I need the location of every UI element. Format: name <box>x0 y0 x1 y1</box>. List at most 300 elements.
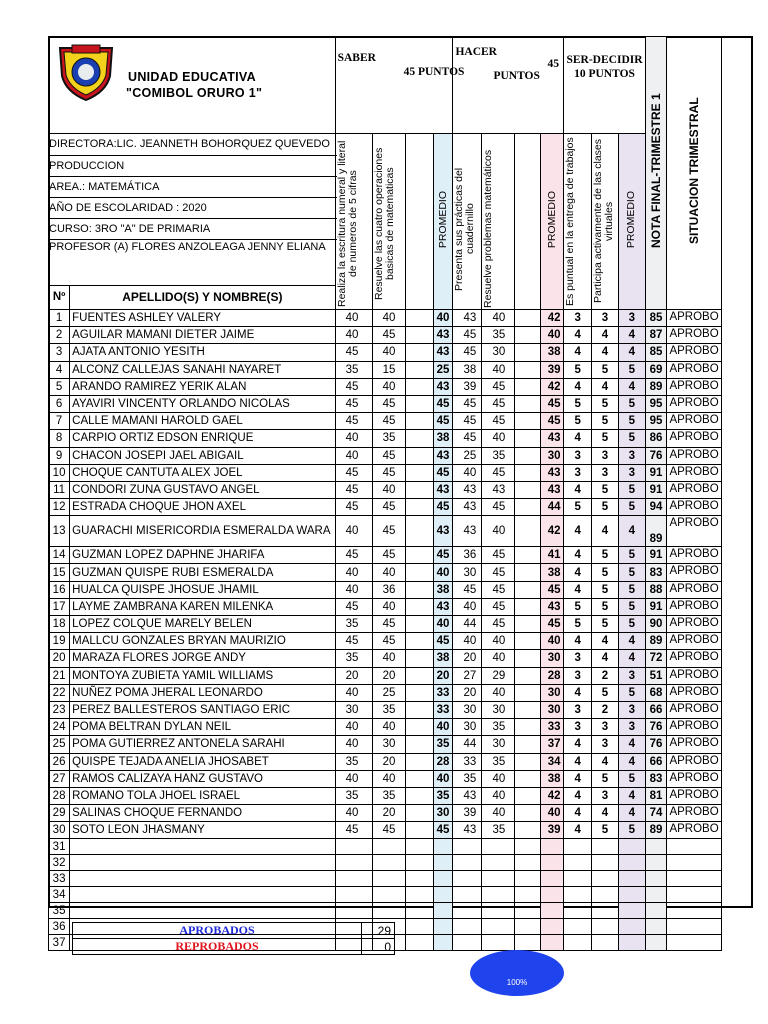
ser-score-1: 4 <box>564 633 591 650</box>
hacer-score-1: 30 <box>453 564 482 581</box>
hacer-average: 42 <box>540 516 564 547</box>
empty-cell <box>619 935 645 951</box>
empty-cell <box>453 887 482 903</box>
ser-average: 4 <box>619 787 645 804</box>
hacer-score-2: 40 <box>482 684 515 701</box>
situation: APROBO <box>667 361 721 378</box>
saber-score-2: 35 <box>372 430 406 447</box>
ser-score-2: 4 <box>591 805 618 822</box>
empty-cell <box>372 903 406 919</box>
ser-score-2: 5 <box>591 598 618 615</box>
ser-criterion-2-label: Participa activamente de las clases virtuales <box>591 139 615 304</box>
hacer-score-1: 36 <box>453 547 482 564</box>
hacer-score-2: 45 <box>482 581 515 598</box>
saber-empty <box>406 667 433 684</box>
school-name-line-2: "COMIBOL ORURO 1" <box>126 86 263 100</box>
empty-cell <box>591 903 618 919</box>
student-number: 19 <box>49 633 70 650</box>
hacer-score-1: 40 <box>453 633 482 650</box>
ser-score-1: 4 <box>564 327 591 344</box>
empty-cell <box>591 855 618 871</box>
saber-empty <box>406 805 433 822</box>
empty-cell <box>591 935 618 951</box>
saber-average: 45 <box>433 395 453 412</box>
hacer-average-label: PROMEDIO <box>545 190 558 249</box>
ser-score-2: 3 <box>591 719 618 736</box>
saber-score-2: 40 <box>372 564 406 581</box>
empty-cell <box>515 839 541 855</box>
student-number: 3 <box>49 344 70 361</box>
empty-cell <box>335 855 372 871</box>
empty-cell <box>645 919 667 935</box>
ser-score-1: 5 <box>564 395 591 412</box>
hacer-empty <box>515 684 541 701</box>
table-row <box>49 499 768 516</box>
ser-average: 4 <box>619 736 645 753</box>
ser-score-1: 4 <box>564 481 591 498</box>
saber-score-1: 40 <box>335 564 372 581</box>
saber-empty <box>406 787 433 804</box>
ser-score-2: 5 <box>591 822 618 839</box>
course-line: CURSO: 3RO "A" DE PRIMARIA <box>49 219 337 240</box>
empty-cell <box>540 839 564 855</box>
saber-average: 40 <box>433 564 453 581</box>
saber-empty <box>406 770 433 787</box>
hacer-empty <box>515 787 541 804</box>
empty-cell <box>433 887 453 903</box>
empty-cell <box>564 871 591 887</box>
failed-count: 0 <box>362 939 395 955</box>
ser-average: 4 <box>619 805 645 822</box>
table-row <box>49 395 768 412</box>
saber-score-2: 36 <box>372 581 406 598</box>
ser-score-1: 3 <box>564 667 591 684</box>
table-row <box>49 839 768 855</box>
situation: APROBO <box>667 581 721 598</box>
final-grade-header <box>645 37 667 310</box>
ser-average: 4 <box>619 344 645 361</box>
empty-cell <box>70 871 335 887</box>
student-number: 35 <box>49 903 70 919</box>
hacer-score-2: 40 <box>482 770 515 787</box>
empty-cell <box>406 855 433 871</box>
saber-average: 45 <box>433 413 453 430</box>
approved-count: 29 <box>362 923 395 939</box>
final-grade: 89 <box>645 633 667 650</box>
saber-average: 43 <box>433 481 453 498</box>
hacer-empty <box>515 581 541 598</box>
saber-average: 45 <box>433 633 453 650</box>
ser-score-2: 4 <box>591 516 618 547</box>
empty-cell <box>591 871 618 887</box>
saber-score-1: 20 <box>335 667 372 684</box>
ser-average: 4 <box>619 650 645 667</box>
saber-score-2: 40 <box>372 344 406 361</box>
student-number: 16 <box>49 581 70 598</box>
saber-empty <box>406 598 433 615</box>
student-number: 8 <box>49 430 70 447</box>
student-name: ROMANO TOLA JHOEL ISRAEL <box>70 787 335 804</box>
saber-empty <box>406 701 433 718</box>
table-row <box>49 719 768 736</box>
hacer-score-2: 45 <box>482 395 515 412</box>
saber-average: 35 <box>433 736 453 753</box>
saber-score-2: 35 <box>372 787 406 804</box>
names-column-header: APELLIDO(S) Y NOMBRE(S) <box>70 285 335 309</box>
empty-cell <box>515 887 541 903</box>
saber-empty <box>406 310 433 327</box>
final-grade: 72 <box>645 650 667 667</box>
empty-cell <box>406 919 433 935</box>
hacer-empty <box>515 361 541 378</box>
ser-average: 5 <box>619 499 645 516</box>
area-group-line: PRODUCCION <box>49 156 337 177</box>
hacer-score-1: 43 <box>453 787 482 804</box>
empty-cell <box>482 919 515 935</box>
saber-empty <box>406 413 433 430</box>
saber-average: 40 <box>433 770 453 787</box>
ser-average: 3 <box>619 447 645 464</box>
hacer-empty <box>515 650 541 667</box>
empty-cell <box>406 871 433 887</box>
saber-empty <box>406 430 433 447</box>
hacer-points: PUNTOS <box>493 70 540 82</box>
hacer-average: 42 <box>540 310 564 327</box>
situation: APROBO <box>667 805 721 822</box>
empty-cell <box>453 871 482 887</box>
hacer-average: 39 <box>540 361 564 378</box>
saber-average: 43 <box>433 516 453 547</box>
hacer-average: 30 <box>540 701 564 718</box>
table-row <box>49 805 768 822</box>
saber-average: 45 <box>433 499 453 516</box>
saber-score-1: 40 <box>335 581 372 598</box>
situation: APROBO <box>667 413 721 430</box>
student-name: SALINAS CHOQUE FERNANDO <box>70 805 335 822</box>
situation-title: SITUACION TRIMESTRAL <box>686 97 701 245</box>
hacer-score-2: 35 <box>482 719 515 736</box>
approval-percentage-label: 100% <box>506 977 528 987</box>
final-grade: 51 <box>645 667 667 684</box>
ser-score-1: 5 <box>564 598 591 615</box>
table-row <box>49 327 768 344</box>
student-number: 7 <box>49 413 70 430</box>
ser-average: 5 <box>619 481 645 498</box>
hacer-empty <box>515 378 541 395</box>
saber-empty <box>406 753 433 770</box>
situation: APROBO <box>667 499 721 516</box>
student-number: 30 <box>49 822 70 839</box>
ser-average: 5 <box>619 616 645 633</box>
table-row <box>49 447 768 464</box>
saber-average: 38 <box>433 430 453 447</box>
hacer-average: 44 <box>540 499 564 516</box>
info-block <box>49 134 336 286</box>
table-row <box>49 378 768 395</box>
saber-score-1: 35 <box>335 361 372 378</box>
student-name: NUÑEZ POMA JHERAL LEONARDO <box>70 684 335 701</box>
ser-score-1: 4 <box>564 770 591 787</box>
ser-average: 5 <box>619 770 645 787</box>
hacer-score-2: 45 <box>482 499 515 516</box>
hacer-empty <box>515 719 541 736</box>
saber-average: 43 <box>433 378 453 395</box>
school-logo <box>54 42 118 102</box>
student-number: 26 <box>49 753 70 770</box>
saber-empty <box>406 616 433 633</box>
hacer-score-2: 45 <box>482 598 515 615</box>
empty-cell <box>564 919 591 935</box>
empty-cell <box>335 871 372 887</box>
empty-cell <box>540 919 564 935</box>
saber-empty <box>406 481 433 498</box>
saber-score-1: 45 <box>335 378 372 395</box>
empty-cell <box>372 855 406 871</box>
table-row <box>49 430 768 447</box>
situation: APROBO <box>667 547 721 564</box>
saber-score-1: 35 <box>335 650 372 667</box>
table-row <box>49 903 768 919</box>
hacer-score-2: 45 <box>482 616 515 633</box>
table-row <box>49 413 768 430</box>
saber-score-2: 45 <box>372 633 406 650</box>
final-grade: 95 <box>645 395 667 412</box>
student-number: 24 <box>49 719 70 736</box>
table-row <box>49 598 768 615</box>
hacer-empty-col <box>515 134 541 310</box>
student-number: 11 <box>49 481 70 498</box>
ser-score-2: 5 <box>591 413 618 430</box>
ser-score-2: 2 <box>591 667 618 684</box>
hacer-average: 28 <box>540 667 564 684</box>
hacer-score-1: 27 <box>453 667 482 684</box>
ser-average: 3 <box>619 667 645 684</box>
empty-cell <box>482 855 515 871</box>
ser-score-1: 4 <box>564 547 591 564</box>
hacer-average: 38 <box>540 564 564 581</box>
hacer-criterion-2 <box>482 134 515 310</box>
hacer-score-2: 30 <box>482 344 515 361</box>
table-row <box>49 516 768 547</box>
situation: APROBO <box>667 633 721 650</box>
student-name: AJATA ANTONIO YESITH <box>70 344 335 361</box>
final-grade: 66 <box>645 753 667 770</box>
saber-criterion-2 <box>372 134 406 310</box>
situation: APROBO <box>667 464 721 481</box>
empty-cell <box>645 839 667 855</box>
saber-score-2: 35 <box>372 701 406 718</box>
saber-average: 45 <box>433 547 453 564</box>
empty-cell <box>667 839 721 855</box>
hacer-average: 43 <box>540 598 564 615</box>
saber-score-1: 45 <box>335 395 372 412</box>
saber-average: 20 <box>433 667 453 684</box>
saber-empty <box>406 378 433 395</box>
hacer-score-2: 35 <box>482 447 515 464</box>
situation: APROBO <box>667 516 721 547</box>
saber-empty <box>406 447 433 464</box>
teacher-line: PROFESOR (A) FLORES ANZOLEAGA JENNY ELIANA <box>49 241 326 253</box>
empty-cell <box>591 887 618 903</box>
hacer-empty <box>515 481 541 498</box>
empty-cell <box>433 871 453 887</box>
empty-cell <box>619 903 645 919</box>
empty-cell <box>515 871 541 887</box>
empty-cell <box>453 839 482 855</box>
hacer-average: 38 <box>540 344 564 361</box>
ser-score-1: 3 <box>564 447 591 464</box>
hacer-score-1: 45 <box>453 344 482 361</box>
saber-score-1: 45 <box>335 499 372 516</box>
ser-criterion-2 <box>591 134 618 310</box>
final-grade: 76 <box>645 719 667 736</box>
saber-score-2: 45 <box>372 516 406 547</box>
student-number: 1 <box>49 310 70 327</box>
hacer-score-2: 30 <box>482 736 515 753</box>
saber-score-1: 45 <box>335 464 372 481</box>
ser-average: 3 <box>619 464 645 481</box>
saber-score-1: 40 <box>335 447 372 464</box>
student-number: 15 <box>49 564 70 581</box>
student-name: CHOQUE CANTUTA ALEX JOEL <box>70 464 335 481</box>
empty-cell <box>406 887 433 903</box>
student-name: CALLE MAMANI HAROLD GAEL <box>70 413 335 430</box>
hacer-empty <box>515 701 541 718</box>
situation: APROBO <box>667 344 721 361</box>
hacer-score-1: 43 <box>453 516 482 547</box>
empty-cell <box>540 855 564 871</box>
empty-cell <box>645 935 667 951</box>
saber-score-2: 40 <box>372 598 406 615</box>
student-number: 10 <box>49 464 70 481</box>
saber-score-1: 40 <box>335 736 372 753</box>
director-line: DIRECTORA:LIC. JEANNETH BOHORQUEZ QUEVEDO <box>49 134 337 156</box>
empty-cell <box>335 839 372 855</box>
student-number: 5 <box>49 378 70 395</box>
ser-average: 5 <box>619 413 645 430</box>
student-number: 12 <box>49 499 70 516</box>
hacer-average: 30 <box>540 684 564 701</box>
table-row <box>49 736 768 753</box>
hacer-score-1: 43 <box>453 822 482 839</box>
hacer-score-2: 43 <box>482 481 515 498</box>
saber-average: 38 <box>433 650 453 667</box>
hacer-score-1: 44 <box>453 736 482 753</box>
table-row <box>49 822 768 839</box>
empty-cell <box>482 887 515 903</box>
empty-cell <box>564 855 591 871</box>
hacer-score-2: 40 <box>482 310 515 327</box>
hacer-empty <box>515 395 541 412</box>
saber-score-1: 45 <box>335 413 372 430</box>
situation: APROBO <box>667 327 721 344</box>
empty-cell <box>433 919 453 935</box>
table-row <box>49 547 768 564</box>
empty-cell <box>335 903 372 919</box>
student-number: 34 <box>49 887 70 903</box>
empty-cell <box>667 903 721 919</box>
hacer-score-2: 45 <box>482 564 515 581</box>
saber-score-2: 45 <box>372 464 406 481</box>
ser-average: 3 <box>619 701 645 718</box>
final-grade: 66 <box>645 701 667 718</box>
final-grade: 85 <box>645 344 667 361</box>
saber-average: 40 <box>433 616 453 633</box>
situation: APROBO <box>667 770 721 787</box>
final-grade: 69 <box>645 361 667 378</box>
table-row <box>49 361 768 378</box>
empty-cell <box>667 887 721 903</box>
table-row <box>49 701 768 718</box>
hacer-score-2: 29 <box>482 667 515 684</box>
hacer-score-2: 40 <box>482 633 515 650</box>
final-grade: 94 <box>645 499 667 516</box>
saber-empty <box>406 822 433 839</box>
hacer-score-1: 45 <box>453 413 482 430</box>
hacer-average: 42 <box>540 378 564 395</box>
ser-score-1: 4 <box>564 822 591 839</box>
situation: APROBO <box>667 753 721 770</box>
empty-cell <box>619 871 645 887</box>
student-number: 27 <box>49 770 70 787</box>
ser-average-label: PROMEDIO <box>625 190 638 249</box>
student-name: GUARACHI MISERICORDIA ESMERALDA WARA <box>70 516 335 547</box>
saber-empty <box>406 327 433 344</box>
ser-score-2: 5 <box>591 564 618 581</box>
saber-average: 25 <box>433 361 453 378</box>
saber-empty <box>406 581 433 598</box>
student-name: ALCONZ CALLEJAS SANAHI NAYARET <box>70 361 335 378</box>
hacer-score-2: 35 <box>482 822 515 839</box>
hacer-criterion-2-label: Resuelve problemas matemáticos <box>482 149 495 309</box>
student-name: ESTRADA CHOQUE JHON AXEL <box>70 499 335 516</box>
hacer-title: HACER <box>455 46 497 58</box>
ser-score-2: 5 <box>591 361 618 378</box>
hacer-score-2: 40 <box>482 650 515 667</box>
empty-cell <box>667 855 721 871</box>
hacer-empty <box>515 547 541 564</box>
ser-average: 4 <box>619 327 645 344</box>
hacer-empty <box>515 464 541 481</box>
saber-score-2: 15 <box>372 361 406 378</box>
empty-cell <box>482 903 515 919</box>
saber-average: 43 <box>433 447 453 464</box>
empty-cell <box>433 903 453 919</box>
situation: APROBO <box>667 787 721 804</box>
saber-score-1: 40 <box>335 684 372 701</box>
saber-score-1: 45 <box>335 481 372 498</box>
ser-score-1: 3 <box>564 310 591 327</box>
hacer-score-2: 40 <box>482 805 515 822</box>
hacer-score-1: 30 <box>453 701 482 718</box>
saber-score-2: 20 <box>372 805 406 822</box>
empty-cell <box>645 871 667 887</box>
student-name: LAYME ZAMBRANA KAREN MILENKA <box>70 598 335 615</box>
year-line: AÑO DE ESCOLARIDAD : 2020 <box>49 198 337 219</box>
ser-score-2: 4 <box>591 344 618 361</box>
hacer-empty <box>515 564 541 581</box>
saber-empty <box>406 395 433 412</box>
hacer-empty <box>515 327 541 344</box>
final-grade-title: NOTA FINAL-TRIMESTRE 1 <box>648 93 663 249</box>
saber-average: 33 <box>433 701 453 718</box>
saber-score-2: 45 <box>372 547 406 564</box>
hacer-score-2: 30 <box>482 701 515 718</box>
saber-score-2: 30 <box>372 736 406 753</box>
student-number: 25 <box>49 736 70 753</box>
saber-score-2: 40 <box>372 378 406 395</box>
empty-cell <box>540 887 564 903</box>
